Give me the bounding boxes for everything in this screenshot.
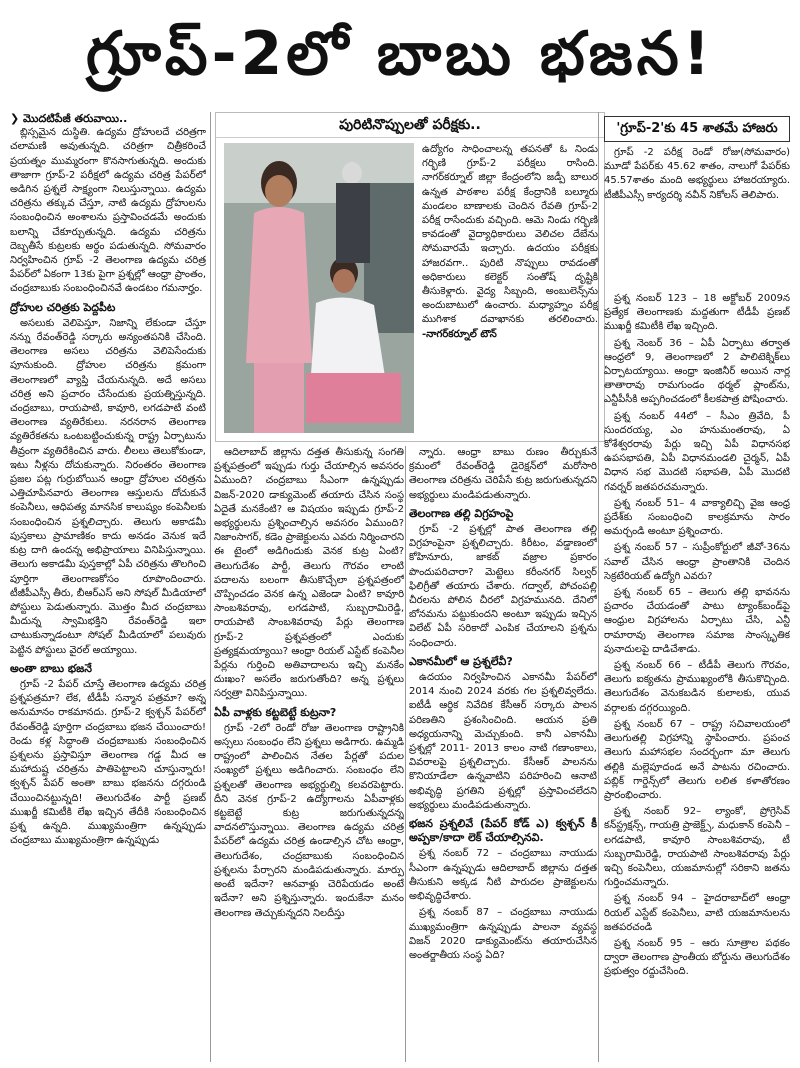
col3-question-87: ప్రశ్న నంబర్ 87 – చంద్రబాబు నాయుడు ముఖ్యమంత్రిగా ఉన్నప్పుడు పాలనా వ్యవస్థ విజన్ 2020 డాక్యుమెంట్‌ను తయారుచేసిన అంతర్జాతీయ సంస్థ ఏది? (409, 907, 597, 961)
chevron-right-icon: ❯ (10, 112, 24, 125)
attendance-title: 'గ్రూప్-2'కు 45 శాతమే హాజరు (604, 116, 790, 142)
col1-subheading-1: ద్రోహుల చరిత్రకు పెద్దపీట (10, 300, 116, 314)
question-item: ప్రశ్న నంబర్ 123 – 18 అక్టోబర్ 2009న ప్రత్యేక తెలంగాణకు మద్దతుగా టీడీపీ ప్రణబ్ ముఖర్జీ కమిటీకి లేఖ ఇచ్చింది. (604, 293, 790, 333)
column-3 (409, 446, 597, 1062)
column-2 (214, 446, 404, 1062)
kicker: ❯ మొదటిపేజీ తరువాయి.. (10, 112, 128, 125)
col3-para-2: గ్రూప్ -2 ప్రశ్నల్లో పాత తెలంగాణ తల్లి విగ్రహంపైనా ప్రశ్నలిచ్చారు. కిరీటం, వడ్డాణంలో కోహినూరు, జాకబ్ వజ్రాల ప్రకారం పొందుపరిచారా? మెట్టెలు కరీంనగర్ సిల్వర్ ఫిలిగ్రీతో తయారు చేశారు. గద్వాల్, పోచంపల్లి చీరలను పోలిన చీరలో విగ్రహమునది. దేనిలో బోనమను పట్టుకుందని అంటూ ఇప్పుడు ఇచ్చిన విలేట్ ఏపీ సరికాదో ఎంపిక చేయాలని ప్రశ్నను సంధించారు. (409, 524, 597, 649)
col2-para-1: ఆదిలాబాద్ జిల్లాను దత్తత తీసుకున్న సంగతి ప్రశ్నపత్రంలో ఇప్పుడు గుర్తు చేయాల్సిన అవసరం ఏముంది? చంద్రబాబు సీఎంగా ఉన్నప్పుడు విజన్-2020 డాక్యుమెంట్ తయారు చేసిన సంస్థ ఏదైతే మనకేంటి? ఆ విషయం ఇప్పుడు గ్రూప్-2 అభ్యర్థులను ప్రశ్నించాల్సిన అవసరం ఏముంది? నిజాంసాగర్, కడెం ప్రాజెక్టులను ఎవరు నిర్మించారని ఈ టైంలో అడిగిందుకు వెనక కుట్ర ఏంటి? తెలుగుదేశం పార్టీ, తెలుగు గౌరవం లాంటి పదాలను బలంగా తీసుకొచ్చేలా ప్రశ్నపత్రంలో చొప్పించడం వెనక ఉన్న ఎజెండా ఏంటి? కావూరి సాంబశివరావు, లగడపాటి, సుబ్బరామిరెడ్డి, రాయపాటి సాంబశివరావు పేర్లు తెలంగాణ గ్రూప్-2 ప్రశ్నపత్రంలో ఎందుకు ప్రత్యక్షమయ్యాయి? ఆంధ్రా రియల్ ఎస్టేట్ కంపెనీల పేర్లను గుర్తించి అతివాదాలను ఇచ్చి మనకేం దుఃఖం? అసలేం జరుగుతోంది? అన్న ప్రశ్నలు సర్వత్రా వినిపిస్తున్నాయి. (214, 447, 404, 700)
column-1 (10, 112, 206, 1062)
column-divider (405, 446, 406, 1062)
question-item: ప్రశ్న నంబర్ 65 – తెలుగు తల్లి భావనను ప్రచారం చేయడంతో పాటు ట్యాంక్‌బండ్‌పై ఆంధ్రుల విగ్రహాలను ఏర్పాటు చేసి, ఎన్టీ రామారావు తెలంగాణ సమాజ సాంస్కృతిక పునాదులపై దాడిచేశాడు. (604, 587, 790, 655)
question-item: ప్రశ్న నంబర్ 67 – రాష్ట్ర సచివాలయంలో తెలుగుతల్లి విగ్రహాన్ని స్థాపించారు. ప్రపంచ తెలుగు మహాసభల సందర్భంగా మా తెలుగు తల్లికి మల్లెపూదండ అనే పాటను రచించారు. పబ్లిక్ గార్డెన్స్‌లో తెలుగు లలిత కళాతోరణం ప్రారంభించారు. (604, 718, 790, 801)
exam-photo-image (224, 143, 414, 433)
col3-para-3: ఉదయం నిర్వహించిన ఎకానమీ పేపర్‌లో 2014 నుంచి 2024 వరకు గల ప్రశ్నలివ్వలేదు. ఐటీడీ ఆర్థిక నివేదిక కేసీఆర్ సర్కారు పాలన పరిణతిని ప్రశంసించింది. ఆయన ప్రతి అధ్యయనాన్ని మెచ్చుకుంది. కానీ ఎకానమీ ప్రశ్నల్లో 2011- 2013 కాలం నాటి గణాంకాలు, వివరాలపై ప్రశ్నలిచ్చారు. కేసీఆర్ పాలనను కొనియాడేలా ఉన్నవాటిని పరిహరించి ఆనాటి అభివృద్ధి ప్రగతిని ప్రశ్నల్లో ప్రస్తావించలేదని అభ్యర్థులు మండిపడుతున్నారు. (409, 672, 597, 811)
question-item: ప్రశ్న నంబర్ 66 – టీడీపీ తెలుగు గౌరవం, తెలుగు ఐక్యతను ప్రాముఖ్యంలోకి తీసుకొచ్చింది. తెలుగుదేశం వెనుకబడిన కులాలకు, యువ వర్గాలకు దగ్గరయ్యింది. (604, 660, 790, 714)
column-divider (210, 112, 211, 1062)
question-item: ప్రశ్న నెంబర్ 36 – ఏపీ ఏర్పాటు తర్వాత ఆంధ్రలో 9, తెలంగాణలో 2 పాలిటెక్నిక్‌లు ఏర్పాటయ్యాయి. ఆంధ్రా ఇంజినీర్ అయిన నార్ల తాతారావు రామగుండం థర్మల్ ప్లాంట్‌ను, ఎన్టీపీసీకి అప్పగించడంలో కీలకపాత్ర పోషించారు. (604, 337, 790, 406)
attendance-body: గ్రూప్ -2 పరీక్ష రెండో రోజు(సోమవారం) మూడో పేపర్‌కు 45.62 శాతం, నాలుగో పేపర్‌కు 45.57శాతం మంది అభ్యర్థులు హాజరయ్యారు. టీజీపీఎస్సీ కార్యదర్శి నవీన్ నికోలస్ తెలిపారు. (604, 147, 790, 201)
col2-subheading-1: ఏపీ వాళ్లకు కట్టబెట్టే కుట్రనా? (214, 705, 337, 719)
col3-para-1: న్నారు. ఆంధ్రా బాబు రుణం తీర్చుకునే క్రమంలో రేవంత్‌రెడ్డి డైరెక్షన్‌లో మరోసారి తెలంగాణ చరిత్రను చెరిపేసే కుట్ర జరుగుతున్నదని అభ్యర్థులు మండిపడుతున్నారు. (409, 447, 597, 501)
col1-para-3: గ్రూప్ -2 పేపర్ చూస్తే తెలంగాణ ఉద్యమ చరిత్ర ప్రశ్నపత్రమా? లేక, టీడీపీ సన్మాన పత్రమా? అన్న అనుమానం రాకమానదు. గ్రూప్-2 క్వశ్చన్ పేపర్‌లో రేవంత్‌రెడ్డి పూర్తిగా చంద్రబాబు భజన చేయించారు! రెండు కళ్ల సిద్ధాంతి చంద్రబాబుకు సంబంధించిన ప్రశ్నలను ప్రస్తావిస్తూ తెలంగాణ గడ్డ మీద ఆ మహాదుష్ట చరిత్రను పాతిపెట్టాలని చూస్తున్నారు! క్వశ్చన్ పేపర్ అంతా బాబు భజనను దగ్గరుండి చేయించినట్టున్నది! తెలుగుదేశం పార్టీ ప్రణబ్ ముఖర్జీ కమిటీకి లేఖ ఇచ్చిన తేదీకి సంబంధించిన ప్రశ్న ఉన్నది. ముఖ్యమంత్రిగా ఉన్నప్పుడు చంద్రబాబు ముఖ్యమంత్రిగా ఉన్నప్పుడు (10, 678, 206, 847)
question-item: ప్రశ్న నంబర్ 95 – ఆరు సూత్రాల పథకం ద్వారా తెలంగాణ ప్రాంతీయ బోర్డును తెలుగుదేశం ప్రభుత్వం రద్దుచేసింది. (604, 937, 790, 978)
col1-subheading-2: అంతా బాబు భజనే (10, 661, 92, 675)
photo-story-title: పురిటినొప్పులతో పరీక్షకు.. (216, 113, 604, 138)
col3-subheading-2: ఎకానమీలో ఆ ప్రశ్నలేవీ? (409, 654, 513, 668)
question-item: ప్రశ్న నంబర్ 44లో – సీఎం త్రివేది, పీ సుందరయ్య, ఎం హనుమంతరావు, ఏ కోశేశ్వరరావు పేర్లు ఇచ్చి ఏపీ విధానసభ ఉపసభాపతి, ఏపీ విధానమండలి చైర్మన్, ఏపీ విధాన సభ మొదటి సభాపతి, ఏపీ మొదటి గవర్నర్ జతపరచమన్నారు. (604, 410, 790, 493)
question-item: ప్రశ్న నంబర్ 92– ల్యాంకో, ప్రోగ్రెసివ్ కన్‌స్ట్రక్షన్స్, గాయత్రి ప్రాజెక్ట్స్, మధుకాన్ కంపెనీ – లగడపాటి, కావూరి సాంబశివరావు, టీ సుబ్బరామిరెడ్డి, రాయపాటి సాంబశివరావు పేర్లు ఇచ్చి కంపెనీలు, యజమానుల్లో సరికాని జతను గుర్తించమన్నారు. (604, 806, 790, 889)
exam-photo (224, 143, 414, 433)
headline: గ్రూప్-2లో బాబు భజన! (85, 19, 715, 89)
col2-para-2: గ్రూప్ -2లో రెండో రోజు తెలంగాణ రాష్ట్రానికి అస్సలు సంబంధం లేని ప్రశ్నలు అడిగారు. ఉమ్మడి రాష్ట్రంలో పాలించిన నేతల పేర్లతో పదుల సంఖ్యలో ప్రశ్నలు అడిగించారు. సంబంధం లేని ప్రశ్నలతో తెలంగాణ అభ్యర్థుల్ని కలవరపెట్టారు. దీని వెనక గ్రూప్-2 ఉద్యోగాలను ఏపీవాళ్లకు కట్టబెట్టే కుట్ర జరుగుతున్నదన్న వాదనలొస్తున్నాయి. తెలంగాణ ఉద్యమ చరిత్ర పేపర్‌లో ఉద్యమ చరిత్ర ఉండాల్సిన చోట ఆంధ్రా, తెలుగుదేశం, చంద్రబాబుకు సంబంధించిన ప్రశ్నలను పేర్చారని మండిపడుతున్నారు. మార్పు అంటే ఇదేనా? ఆనవాళ్లు చెరిపేయడం అంటే ఇదేనా? అని ప్రశ్నిస్తున్నారు. ఇందుకేనా మనం తెలంగాణ తెచ్చుకున్నదని నిలదీస్తు (214, 722, 404, 919)
photo-story-text: ఉద్యోగం సాధించాలన్న తపనతో ఓ నిండు గర్భిణి గ్రూప్-2 పరీక్షలు రాసింది. నాగర్‌కర్నూల్ జిల్లా కేంద్రంలోని జడ్పీ బాలుర ఉన్నత పాఠశాల పరీక్ష కేంద్రానికి బల్మూరు మండలం బాణాలకు చెందిన రేవతి గ్రూప్-2 పరీక్ష రాసేందుకు వచ్చింది. ఆమె నిండు గర్భిణి కావడంతో వైద్యాధికారులు వెలిచల దేబేను సోమవారమే ఇచ్చారు. ఉదయం పరీక్షకు హాజరవగా.. పురిటి నొప్పులు రావడంతో అధికారులు కలెక్టర్ సంతోష్ దృష్టికి తీసుకెళ్లారు. వైద్య సిబ్బంది, అంబులెన్స్‌ను అందుబాటులో ఉంచారు. మధ్యాహ్నం పరీక్ష ముగిశాక దవాఖానకు తరలించారు. -నాగర్‌కర్నూల్ టౌన్ (422, 144, 598, 340)
col3-question-72: ప్రశ్న నంబర్ 72 – చంద్రబాబు నాయుడు సీఎంగా ఉన్నప్పుడు ఆదిలాబాద్ జిల్లాను దత్తత తీసుకుని అక్కడ నీటి పారుదల ప్రాజెక్టులను అభివృద్ధిచేశారు. (409, 848, 597, 903)
column-divider (598, 112, 599, 1062)
photo-credit: -నాగర్‌కర్నూల్ టౌన్ (422, 328, 497, 340)
col1-para-2: అసలుకు వెలిపెస్తూ, నిజాన్ని లేకుండా చేస్తూ నన్ను రేవంత్‌రెడ్డి సర్కారు అన్యంతపనికి చేసింది. తెలంగాణ అసలు చరిత్రను వెలిపెసేందుకు పూనుకుంది. ద్రోహుల చరిత్రను క్రమంగా తెలంగాణలో వ్యాప్తి చేయనున్నది. అదే అసలు చరిత్ర అని ప్రచారం చేసేందుకు ప్రయత్నిస్తున్నది. చంద్రబాబు, రాయపాటి, కావూరి, లగడపాటి వంటి తెలంగాణ వ్యతిరేకులు. నరనరాన తెలంగాణ వ్యతిరేకతను ఒంటబట్టించుకున్న రాష్ట్ర ఏర్పాటును తీవ్రంగా వ్యతిరేకించిన వారు. లీలలు తెలుకోకుండా, ఇటు నీళ్లను దోచుకున్నారు. నిరంతరం తెలంగాణ ప్రజల పట్ల గుర్రుబోయిన ఆంధ్రా ద్రోహుల చరిత్రను ఎత్తిచూపినవారు తెలంగాణ ఆస్తులను దోచుకునే కంపెనీలు, ఆధిపత్య మానసిక కాలుష్యం కంపెనీలకు సంబంధించిన ప్రశ్నలిచ్చారు. తెలుగు అకాడమీ పుస్తకాలు ప్రామాణికం కాదు అనడం వెనుక ఇదే కుట్ర దాగి ఉందన్న అభిప్రాయాలు వినిపిస్తున్నాయి. తెలుగు అకాడమీ పుస్తకాల్లో ఏపీ చరిత్రను తొలగించి పూర్తిగా తెలంగాణకోసం రూపొందించారు. టీజీపీఎస్సీ తీరు, బీఆర్‌ఎస్ అని సోషల్ మీడియాలో పోస్టులు పెడుతున్నారు. మొత్తం మీద చంద్రబాబు మీదున్న స్వామిభక్తిని రేవంత్‌రెడ్డి ఇలా చాటుకున్నాడంటూ సోషల్ మీడియాలో పలువురు పెట్టిన పోస్టులు వైరల్ అయ్యాయి. (10, 317, 206, 656)
attendance-box (604, 116, 790, 280)
question-item: ప్రశ్న నంబర్ 57 – సుప్రీంకోర్టులో జీవో-36ను సవాల్ చేసిన ఆంధ్రా ప్రాంతానికి చెందిన సెక్రటేరియట్ ఉద్యోగి ఎవరు? (604, 542, 790, 582)
col3-subheading-1: తెలంగాణ తల్లి విగ్రహంపై (409, 506, 514, 520)
column-4 (604, 292, 790, 1062)
col3-subheading-3: భజన ప్రశ్నలివే (పేపర్ కోడ్ ఎ) క్వశ్చన్ కీ అప్పకా/కాదా లెక్ చేయాల్సినవి. (409, 817, 597, 845)
photo-story (215, 112, 605, 442)
question-item: ప్రశ్న నంబర్ 51– 4 వాక్యాలిచ్చి వైజ ఆంధ్ర ప్రదేశ్‌కు సంబంధించి కాలక్రమాను సారం అమర్చండి అంటూ ప్రశ్నించారు. (604, 497, 790, 538)
col1-intro: బ్లిస్సమైన దుస్థితి. ఉద్యమ ద్రోహులదే చరిత్రగా చలామణి అవుతున్నది. చరిత్రగా చిత్రీకరించే ప్రయత్నం ముమ్మరంగా కొనసాగుతున్నది. అందుకు తాజాగా గ్రూప్-2 పరీక్షలో ఉద్యమ చరిత్ర పేపర్‌లో అడిగిన ప్రశ్నలే సాక్ష్యంగా నిలుస్తున్నాయి. ఉద్యమ చరిత్రను తక్కువ చేస్తూ, నాటి ఉద్యమ ద్రోహులను సంబంధించిన అంశాలను ప్రస్తావించడమే అందుకు బలాన్ని చేకూర్చుతున్నది. ఉద్యమ చరిత్రను దెబ్బతీసే కుట్రలకు అర్థం పడుతున్నది. సోమవారం నిర్వహించిన గ్రూప్ -2 తెలంగాణ ఉద్యమ చరిత్ర పేపర్‌లో ఏకంగా 13కు పైగా ప్రశ్నల్లో ఆంధ్రా ప్రాంతం, చంద్రబాబుకు సంబంధించినవే ఉండటం గమనార్హం. (10, 127, 206, 295)
question-item: ప్రశ్న నంబర్ 94 – హైదరాబాద్‌లో ఆంధ్రా రియల్ ఎస్టేట్ కంపెనీలు, వాటి యజమానులను జతపరచండి (604, 893, 790, 933)
